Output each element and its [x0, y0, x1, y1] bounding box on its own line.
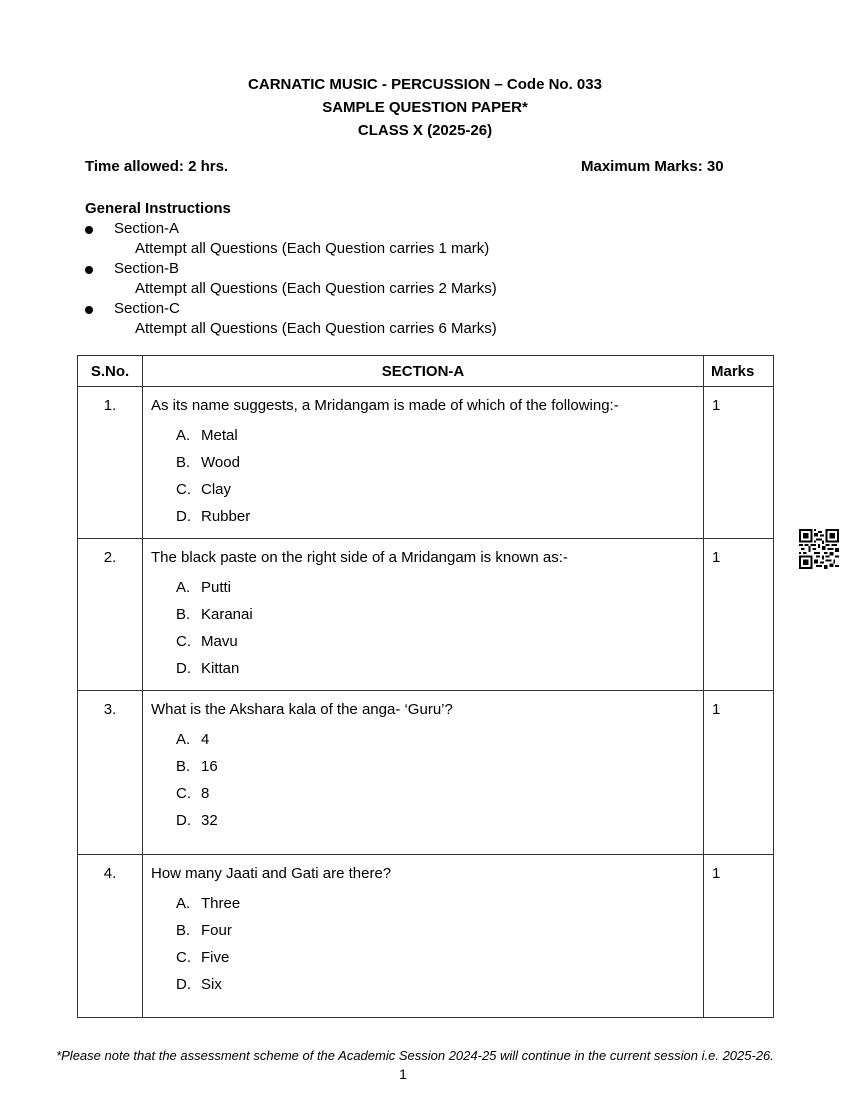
- option-text: Clay: [201, 481, 232, 498]
- option-text: Three: [201, 895, 241, 912]
- instruction-section-name: Section-B: [114, 260, 180, 277]
- table-row: [78, 691, 774, 855]
- option-label: C.: [176, 949, 191, 966]
- option-text: 16: [201, 758, 218, 775]
- option-text: 4: [201, 731, 210, 748]
- option-text: Rubber: [201, 508, 251, 525]
- instruction-section-name: Section-A: [114, 220, 180, 237]
- option-text: Metal: [201, 427, 238, 444]
- option: [151, 503, 695, 530]
- option-label: A.: [176, 895, 191, 912]
- instruction-item: [85, 259, 785, 299]
- instruction-section-desc: Attempt all Questions (Each Question carries 1 mark): [135, 240, 490, 257]
- option: [151, 890, 695, 917]
- option-label: B.: [176, 606, 191, 623]
- paper-title: CARNATIC MUSIC - PERCUSSION – Code No. 033: [248, 76, 602, 93]
- option-text: Four: [201, 922, 232, 939]
- instruction-section-desc: Attempt all Questions (Each Question carries 6 Marks): [135, 320, 497, 337]
- option-text: Five: [201, 949, 230, 966]
- option: [151, 601, 695, 628]
- header-marks: Marks: [704, 356, 774, 387]
- qr-code-icon: [799, 529, 839, 569]
- option-label: D.: [176, 660, 191, 677]
- question-cell: [143, 691, 704, 855]
- option: [151, 574, 695, 601]
- option: [151, 422, 695, 449]
- instruction-item: [85, 299, 785, 339]
- question-cell: [143, 539, 704, 691]
- general-instructions: [85, 199, 785, 339]
- question-number: 1.: [78, 387, 143, 539]
- option-label: A.: [176, 579, 191, 596]
- option: [151, 917, 695, 944]
- question-text: As its name suggests, a Mridangam is made of which of the following:-: [151, 397, 619, 414]
- option: [151, 971, 695, 998]
- paper-subtitle: SAMPLE QUESTION PAPER*: [322, 99, 528, 116]
- instruction-section-desc: Attempt all Questions (Each Question carries 2 Marks): [135, 280, 497, 297]
- option-label: D.: [176, 812, 191, 829]
- question-number: 3.: [78, 691, 143, 855]
- option: [151, 807, 695, 834]
- header-section: SECTION-A: [143, 356, 704, 387]
- instruction-item: [85, 219, 785, 259]
- question-text: How many Jaati and Gati are there?: [151, 865, 392, 882]
- option: [151, 944, 695, 971]
- option-text: Wood: [201, 454, 240, 471]
- bullet-icon: [85, 306, 93, 314]
- question-marks: 1: [704, 855, 774, 1018]
- time-allowed: Time allowed: 2 hrs.: [85, 158, 229, 175]
- option: [151, 449, 695, 476]
- option: [151, 628, 695, 655]
- option-label: A.: [176, 731, 191, 748]
- option-label: C.: [176, 633, 191, 650]
- option-text: 8: [201, 785, 210, 802]
- option-label: D.: [176, 976, 191, 993]
- option-label: D.: [176, 508, 191, 525]
- option-text: Kittan: [201, 660, 240, 677]
- option: [151, 655, 695, 682]
- option-text: Karanai: [201, 606, 253, 623]
- question-cell: [143, 855, 704, 1018]
- option-label: B.: [176, 922, 191, 939]
- bullet-icon: [85, 226, 93, 234]
- instructions-heading: General Instructions: [85, 200, 231, 217]
- question-marks: 1: [704, 691, 774, 855]
- option-text: Mavu: [201, 633, 238, 650]
- header-sno: S.No.: [78, 356, 143, 387]
- option: [151, 726, 695, 753]
- table-row: [78, 387, 774, 539]
- assessment-note: *Please note that the assessment scheme of the Academic Session 2024-25 will continue in the current session i.e. 2025-26.: [56, 1048, 774, 1063]
- option-text: Putti: [201, 579, 232, 596]
- question-cell: [143, 387, 704, 539]
- question-number: 4.: [78, 855, 143, 1018]
- option-label: A.: [176, 427, 191, 444]
- option-label: B.: [176, 454, 191, 471]
- option-label: C.: [176, 785, 191, 802]
- instruction-section-name: Section-C: [114, 300, 180, 317]
- option-label: C.: [176, 481, 191, 498]
- option: [151, 753, 695, 780]
- question-marks: 1: [704, 539, 774, 691]
- paper-header: [0, 73, 850, 142]
- option-label: B.: [176, 758, 191, 775]
- option: [151, 476, 695, 503]
- table-header-row: [78, 356, 774, 387]
- question-text: What is the Akshara kala of the anga- ‘Guru’?: [151, 701, 453, 718]
- page-number: 1: [399, 1066, 407, 1082]
- option-text: Six: [201, 976, 222, 993]
- maximum-marks: Maximum Marks: 30: [581, 158, 724, 175]
- question-marks: 1: [704, 387, 774, 539]
- question-number: 2.: [78, 539, 143, 691]
- option-text: 32: [201, 812, 218, 829]
- option: [151, 780, 695, 807]
- table-row: [78, 539, 774, 691]
- question-text: The black paste on the right side of a Mridangam is known as:-: [151, 549, 568, 566]
- question-table: [77, 355, 774, 1018]
- bullet-icon: [85, 266, 93, 274]
- table-row: [78, 855, 774, 1018]
- paper-class: CLASS X (2025-26): [357, 122, 493, 139]
